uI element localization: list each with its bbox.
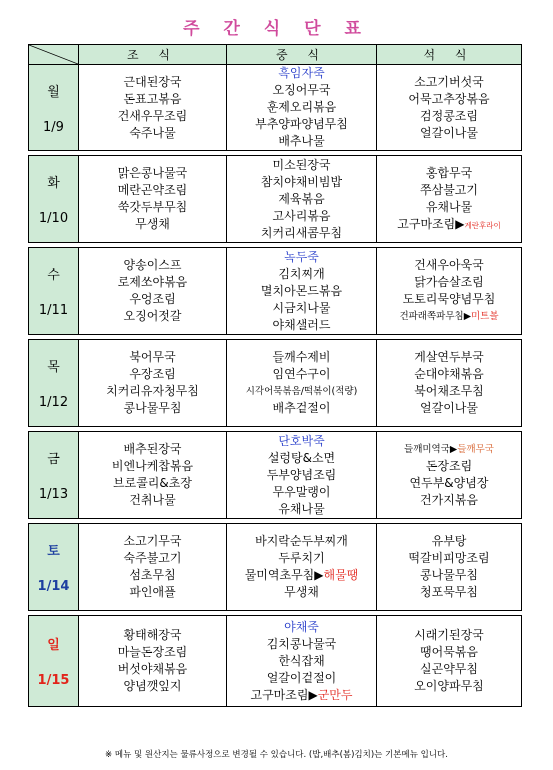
menu-item-text: 비엔나케찹볶음 [111, 459, 194, 473]
menu-item-text: 숙주나물 [129, 125, 176, 140]
header-row [29, 45, 522, 65]
menu-item [377, 74, 521, 91]
lunch-cell [227, 65, 377, 151]
menu-item [227, 249, 376, 266]
day-name: 목 [47, 360, 60, 375]
menu-item [377, 108, 521, 125]
menu-item [79, 627, 226, 644]
menu-item-alternative: 계란후라이 [464, 220, 501, 230]
menu-item-text: 녹두죽 [284, 249, 319, 264]
menu-item-text: 고구마조림▶ [397, 216, 465, 231]
menu-item-text: 쭈삼불고기 [420, 182, 478, 197]
menu-item [227, 670, 376, 687]
day-cell [29, 524, 79, 611]
menu-item [377, 165, 521, 182]
menu-item [79, 216, 226, 233]
menu-item [227, 349, 376, 366]
day-date: 1/12 [38, 395, 69, 410]
menu-item-text: 훈제오리볶음 [266, 100, 337, 114]
menu-item-text: 검정콩조림 [420, 108, 478, 123]
dinner-cell [377, 524, 522, 611]
menu-item [79, 492, 226, 509]
day-row [29, 616, 522, 707]
day-cell [29, 340, 79, 427]
menu-item [377, 644, 521, 661]
header-breakfast: 조 식 [79, 45, 227, 65]
menu-item [377, 125, 521, 142]
menu-item-text: 무생채 [135, 217, 170, 231]
menu-item-text: 배추된장국 [123, 442, 182, 456]
menu-item-text: 김치찌개 [278, 266, 325, 281]
menu-item [79, 366, 226, 383]
menu-item [377, 291, 521, 308]
menu-item [227, 283, 376, 300]
menu-item-text: 소고기무국 [123, 534, 182, 548]
menu-item [79, 91, 226, 108]
menu-item [227, 433, 376, 450]
day-name: 수 [47, 268, 60, 283]
menu-item-text: 참치야채비빔밥 [260, 174, 343, 189]
menu-item-text: 고사리볶음 [272, 208, 331, 223]
menu-item [79, 567, 226, 584]
menu-item-text: 단호박죽 [278, 433, 325, 448]
menu-item [79, 274, 226, 291]
menu-item [227, 467, 376, 484]
menu-item [377, 661, 521, 678]
day-name: 금 [47, 452, 60, 467]
lunch-cell [227, 616, 377, 707]
day-row [29, 524, 522, 611]
menu-item [227, 157, 376, 174]
day-date: 1/11 [38, 303, 69, 318]
menu-item-text: 시래기된장국 [414, 628, 484, 642]
menu-item-text: 홍합무국 [425, 165, 473, 180]
menu-item-text: 소고기버섯국 [414, 74, 484, 89]
menu-item-text: 실곤약무침 [420, 662, 478, 676]
dinner-cell [377, 340, 522, 427]
menu-item-text: 건새우아욱국 [414, 258, 484, 272]
header-lunch: 중 식 [227, 45, 377, 65]
menu-item [377, 492, 521, 509]
menu-item [227, 383, 376, 400]
day-row [29, 65, 522, 151]
menu-item [79, 533, 226, 550]
menu-item [79, 108, 226, 125]
menu-item-text: 야채샐러드 [272, 317, 331, 332]
dinner-cell [377, 616, 522, 707]
day-date: 1/9 [43, 119, 64, 135]
menu-item-text: 얼갈이겉절이 [266, 670, 337, 685]
menu-item [227, 636, 376, 653]
menu-item [227, 208, 376, 225]
menu-item-text: 연두부&양념장 [409, 476, 489, 490]
menu-item [377, 308, 521, 325]
lunch-cell [227, 524, 377, 611]
dinner-cell [377, 248, 522, 335]
menu-item [377, 199, 521, 216]
menu-item-text: 북어무국 [129, 350, 176, 364]
day-row [29, 340, 522, 427]
menu-item-text: 북어채조무침 [414, 384, 484, 398]
menu-item-text: 무우말랭이 [272, 484, 331, 499]
lunch-cell [227, 340, 377, 427]
menu-item-text: 제육볶음 [278, 191, 325, 206]
day-row [29, 248, 522, 335]
menu-item-text: 시각어묵볶음/떡볶이(적량) [245, 386, 358, 397]
diagonal-line [29, 45, 78, 64]
menu-item [227, 450, 376, 467]
menu-item-text: 떡갈비피망조림 [408, 551, 490, 565]
menu-item [227, 225, 376, 242]
menu-item [227, 550, 376, 567]
menu-item-text: 무생채 [284, 585, 319, 599]
menu-item-text: 버섯야채볶음 [117, 662, 188, 676]
menu-item [377, 678, 521, 695]
breakfast-cell [79, 432, 227, 519]
day-cell [29, 65, 79, 151]
menu-item-text: 오징어젓갈 [123, 309, 182, 323]
menu-item-text: 김치콩나물국 [266, 636, 337, 651]
breakfast-cell [79, 156, 227, 243]
menu-item [79, 458, 226, 475]
page-title: 주 간 식 단 표 [183, 19, 370, 39]
menu-item [227, 82, 376, 99]
footer-note: ※ 메뉴 및 원산지는 물류사정으로 변경될 수 있습니다. (밥,배추(봄)김치)는 기본메뉴 입니다. [105, 750, 448, 760]
day-cell [29, 156, 79, 243]
menu-item [79, 182, 226, 199]
menu-item [377, 533, 521, 550]
menu-item [79, 661, 226, 678]
menu-item [377, 383, 521, 400]
menu-item [79, 257, 226, 274]
menu-item [79, 550, 226, 567]
menu-item [79, 349, 226, 366]
breakfast-cell [79, 340, 227, 427]
menu-item [79, 678, 226, 695]
menu-item [227, 99, 376, 116]
menu-item-text: 고구마조림▶ [250, 687, 318, 702]
menu-item-text: 양송이스프 [123, 258, 182, 272]
day-cell [29, 432, 79, 519]
menu-item [79, 475, 226, 492]
lunch-cell [227, 156, 377, 243]
menu-item-text: 건새우무조림 [117, 108, 188, 123]
menu-item-text: 배추나물 [278, 134, 325, 148]
menu-item-text: 로제쏘야볶음 [117, 275, 188, 289]
day-date: 1/10 [38, 211, 69, 226]
menu-item [227, 133, 376, 150]
dinner-cell [377, 432, 522, 519]
menu-item [377, 567, 521, 584]
menu-item-text: 유채나물 [278, 501, 325, 516]
menu-item-text: 숙주불고기 [123, 551, 182, 565]
menu-item-text: 양념깻잎지 [123, 679, 182, 693]
day-date: 1/14 [37, 579, 70, 594]
menu-item-alternative: 해물땡 [323, 568, 359, 582]
menu-item [377, 274, 521, 291]
menu-item-text: 메란곤약조림 [117, 183, 188, 197]
menu-item-text: 미소된장국 [272, 157, 331, 172]
menu-item [377, 349, 521, 366]
breakfast-cell [79, 524, 227, 611]
menu-item [377, 91, 521, 108]
menu-item-text: 땡어묵볶음 [420, 645, 478, 659]
menu-item [227, 501, 376, 518]
menu-item-text: 콩나물무침 [420, 568, 478, 582]
menu-item [377, 257, 521, 274]
weekly-menu-table [28, 44, 522, 707]
menu-item [227, 687, 376, 704]
menu-item [227, 191, 376, 208]
menu-item-text: 흑임자죽 [278, 66, 325, 80]
day-name: 일 [47, 638, 60, 653]
day-name: 월 [47, 84, 60, 100]
day-row [29, 156, 522, 243]
day-date: 1/13 [38, 487, 69, 502]
menu-item-text: 브로콜리&초장 [113, 476, 192, 490]
menu-item-text: 돈장조림 [425, 459, 473, 473]
menu-item-text: 시금치나물 [272, 300, 331, 315]
menu-item [377, 400, 521, 417]
menu-item [227, 266, 376, 283]
menu-item-text: 마늘돈장조림 [117, 645, 188, 659]
menu-item-text: 야채죽 [284, 619, 319, 634]
menu-item-text: 오이양파무침 [414, 679, 484, 693]
breakfast-cell [79, 248, 227, 335]
menu-item-text: 맑은콩나물국 [117, 166, 188, 180]
day-name: 토 [47, 544, 60, 559]
menu-item-text: 건가지볶음 [420, 493, 478, 507]
day-name: 화 [47, 176, 60, 191]
menu-item-text: 어묵고추장볶음 [408, 91, 490, 106]
menu-item [227, 400, 376, 417]
menu-item-text: 두부양념조림 [266, 467, 337, 482]
breakfast-cell [79, 65, 227, 151]
menu-item-text: 치커리유자청무침 [106, 384, 199, 398]
menu-item [227, 300, 376, 317]
menu-item-text: 파인애플 [129, 585, 176, 599]
menu-item [79, 291, 226, 308]
menu-item [377, 475, 521, 492]
menu-item [227, 116, 376, 133]
menu-item [227, 533, 376, 550]
menu-item [377, 182, 521, 199]
header-dinner: 석 식 [377, 45, 522, 65]
menu-item-text: 건파래쪽파무침▶ [399, 311, 471, 322]
menu-item-text: 돈표고볶음 [123, 91, 182, 106]
menu-item-text: 콩나물무침 [123, 401, 182, 415]
menu-item-alternative: 군만두 [317, 687, 353, 702]
menu-item [377, 584, 521, 601]
menu-item-text: 건취나물 [129, 493, 176, 507]
menu-item [377, 458, 521, 475]
menu-item [79, 125, 226, 142]
menu-item-text: 우엉조림 [129, 292, 176, 306]
menu-item-text: 유채나물 [425, 199, 473, 214]
menu-item-alternative: 들깨무국 [457, 444, 494, 455]
menu-item-text: 임연수구이 [272, 367, 331, 381]
day-date: 1/15 [37, 673, 70, 688]
menu-item [79, 199, 226, 216]
menu-item [227, 567, 376, 584]
menu-item-text: 오징어무국 [272, 83, 331, 97]
dinner-cell [377, 156, 522, 243]
breakfast-cell [79, 616, 227, 707]
menu-item [377, 216, 521, 234]
menu-item-text: 멸치아몬드볶음 [260, 283, 343, 298]
menu-item-text: 도토리묵양념무침 [402, 292, 496, 306]
menu-item-text: 바지락순두부찌개 [255, 534, 348, 548]
menu-item [79, 644, 226, 661]
menu-item-alternative: 미트볼 [471, 311, 499, 322]
menu-item [377, 366, 521, 383]
menu-item-text: 닭가슴살조림 [414, 275, 484, 289]
dinner-cell [377, 65, 522, 151]
menu-item [227, 65, 376, 82]
menu-item-text: 부추양파양념무침 [255, 117, 348, 131]
menu-item-text: 들깨수제비 [272, 350, 331, 364]
menu-item-text: 얼갈이나물 [420, 125, 478, 140]
menu-item-text: 순대야채볶음 [414, 367, 484, 381]
menu-item-text: 황태해장국 [123, 628, 182, 642]
menu-item [227, 484, 376, 501]
menu-item-text: 두루치기 [278, 551, 325, 565]
menu-item-text: 우장조림 [129, 367, 176, 381]
header-corner-cell [29, 45, 79, 65]
lunch-cell [227, 432, 377, 519]
menu-item [377, 441, 521, 458]
menu-item-text: 청포묵무침 [420, 585, 478, 599]
menu-item-text: 들깨미역국▶ [404, 444, 458, 455]
menu-item-text: 쑥갓두부무침 [117, 200, 188, 214]
menu-item-text: 설렁탕&소면 [267, 450, 336, 465]
menu-item-text: 섬초무침 [129, 568, 176, 582]
menu-item [79, 441, 226, 458]
day-cell [29, 248, 79, 335]
menu-item-text: 치커리새콤무침 [260, 225, 343, 240]
menu-item [227, 619, 376, 636]
menu-item-text: 게살연두부국 [414, 350, 484, 364]
menu-item [79, 74, 226, 91]
day-cell [29, 616, 79, 707]
menu-item-text: 근대된장국 [123, 74, 182, 89]
menu-item-text: 얼갈이나물 [420, 401, 478, 415]
menu-item [79, 400, 226, 417]
menu-item-text: 유부탕 [431, 534, 467, 548]
menu-item [227, 653, 376, 670]
day-row [29, 432, 522, 519]
menu-item-text: 배추겉절이 [272, 401, 331, 415]
menu-item [227, 317, 376, 334]
menu-item [377, 627, 521, 644]
menu-item-text: 한식잡채 [278, 653, 325, 668]
menu-item [79, 383, 226, 400]
menu-item [79, 165, 226, 182]
menu-item [227, 584, 376, 601]
menu-item [79, 584, 226, 601]
menu-item [79, 308, 226, 325]
lunch-cell [227, 248, 377, 335]
menu-item [377, 550, 521, 567]
menu-item [227, 366, 376, 383]
menu-item-text: 물미역초무침▶ [244, 568, 324, 582]
menu-item [227, 174, 376, 191]
